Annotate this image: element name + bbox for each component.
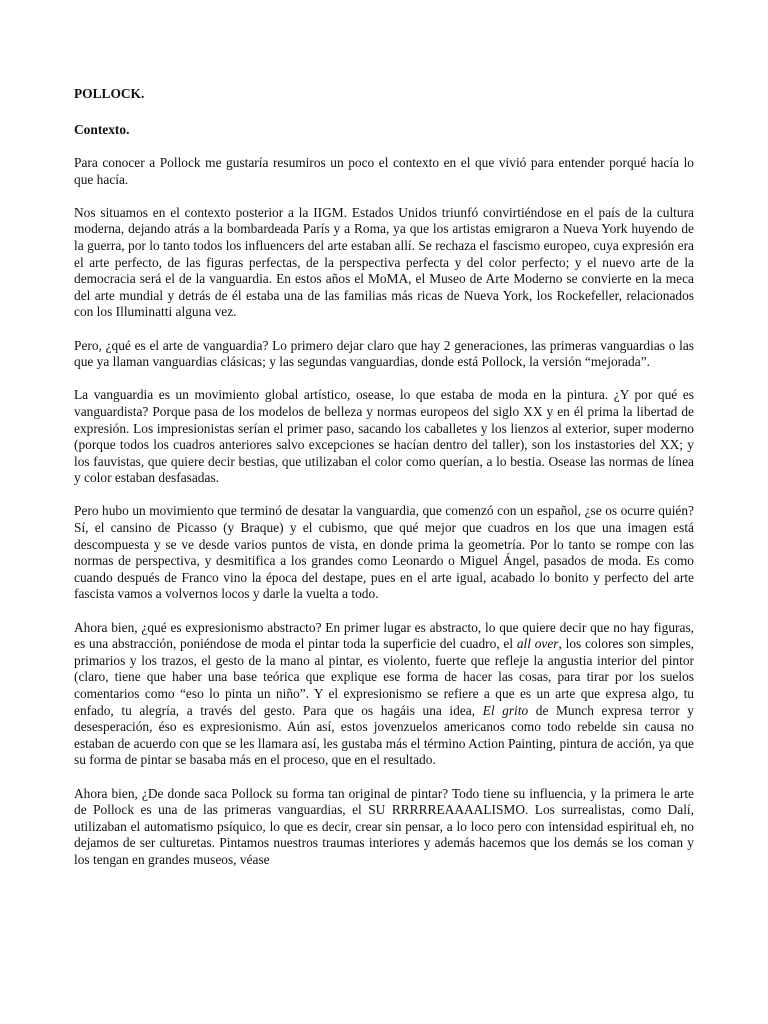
section-heading: Contexto.: [74, 122, 130, 137]
emphasis-all-over: all over: [516, 636, 559, 652]
paragraph-vanguard-question: Pero, ¿qué es el arte de vanguardia? Lo primero dejar claro que hay 2 generaciones, las primeras vanguardias o las que ya llaman vanguardias clásicas; y las segundas vanguardias, donde está Pollock, la versión “mejorada”.: [74, 337, 694, 370]
paragraph-intro: Para conocer a Pollock me gustaría resumiros un poco el contexto en el que vivió para entender porqué hacía lo que hacía.: [74, 155, 694, 187]
paragraph-text: Ahora bien, ¿qué es expresionismo abstracto? En primer lugar es abstracto, lo que quiere decir que no hay figuras, es una abstracción, poniéndose de moda el pintar toda la superficie del cuadro, el: [74, 619, 694, 652]
paragraph-abstract-expressionism: [74, 620, 694, 769]
paragraph-text: , los colores son simples, primarios y los trazos, el gesto de la mano al pintar, es violento, fuerte que refleje la angustia interior del pintor (claro, tiene que haber una base teórica que explique ese forma de hacer las cosas, para tirar por los suelos comentarios como “eso lo pinta un niño”. Y el expresionismo se refiere a que es un arte que expresa algo, tu enfado, tu alegría, a través del gesto. Para que os hagáis una idea,: [74, 636, 695, 718]
emphasis-el-grito: El grito: [482, 702, 529, 718]
paragraph-text: de Munch expresa terror y desesperación, éso es expresionismo. Aún así, estos jovenzuelos americanos como todo rebelde sin causa no estaban de acuerdo con que se les llamara así, les gustaba más el término Action Painting, pintura de acción, ya que su forma de pintar se basaba más en el proceso, que en el resultado.: [74, 702, 694, 768]
paragraph-surrealism: Ahora bien, ¿De donde saca Pollock su forma tan original de pintar? Todo tiene su influencia, y la primera le arte de Pollock es una de las primeras vanguardias, el SU RRRRREAAAALISMO. Los surrealistas, como Dalí, utilizaban el automatismo psíquico, lo que es decir, crear sin pensar, a lo loco pero con intensidad espiritual eh, no dejamos de ser culturetas. Pintamos nuestros traumas interiores y además hacemos que los demás se los coman y los tengan en grandes museos, véase: [74, 785, 694, 867]
document-title: POLLOCK.: [74, 86, 145, 101]
paragraph-vanguard-definition: La vanguardia es un movimiento global artístico, osease, lo que estaba de moda en la pintura. ¿Y por qué es vanguardista? Porque pasa de los modelos de belleza y normas europeos del siglo XX y en él prima la libertad de expresión. Los impresionistas serían el primer paso, sacando los caballetes y los lienzos al exterior, super moderno (porque todos los cuadros anteriores salvo excepciones se hacían dentro del taller), son los instastories del XX; y los fauvistas, que quiere decir bestias, que utilizaban el color como querían, a lo bestia. Osease las normas de línea y color estaban desfasadas.: [74, 387, 694, 486]
paragraph-context: Nos situamos en el contexto posterior a la IIGM. Estados Unidos triunfó convirtiéndose en el país de la cultura moderna, dejando atrás a la bombardeada París y a Roma, ya que los artistas emigraron a Nueva York huyendo de la guerra, por lo tanto todos los influencers del arte estaban allí. Se rechaza el fascismo europeo, cuya expresión era el arte perfecto, de las figuras perfectas, de la perspectiva perfecta y del color perfecto; y el nuevo arte de la democracia será el de la vanguardia. En estos años el MoMA, el Museo de Arte Moderno se convierte en la meca del arte mundial y detrás de él estaba una de las familias más ricas de Nueva York, los Rockefeller, relacionados con los Illuminatti alguna vez.: [74, 204, 694, 320]
paragraph-cubism: Pero hubo un movimiento que terminó de desatar la vanguardia, que comenzó con un español, ¿se os ocurre quién? Sí, el cansino de Picasso (y Braque) y el cubismo, que qué mejor que cuadros en los que una imagen está descompuesta y se ve desde varios puntos de vista, en donde prima la geometría. Por lo tanto se rompe con las normas de perspectiva, y desmitifica a los grandes como Leonardo o Miguel Ángel, pasados de moda. Es como cuando después de Franco vino la época del destape, pues en el arte igual, acabado lo bonito y perfecto del arte fascista vamos a volvernos locos y darle la vuelta a todo.: [74, 503, 694, 602]
